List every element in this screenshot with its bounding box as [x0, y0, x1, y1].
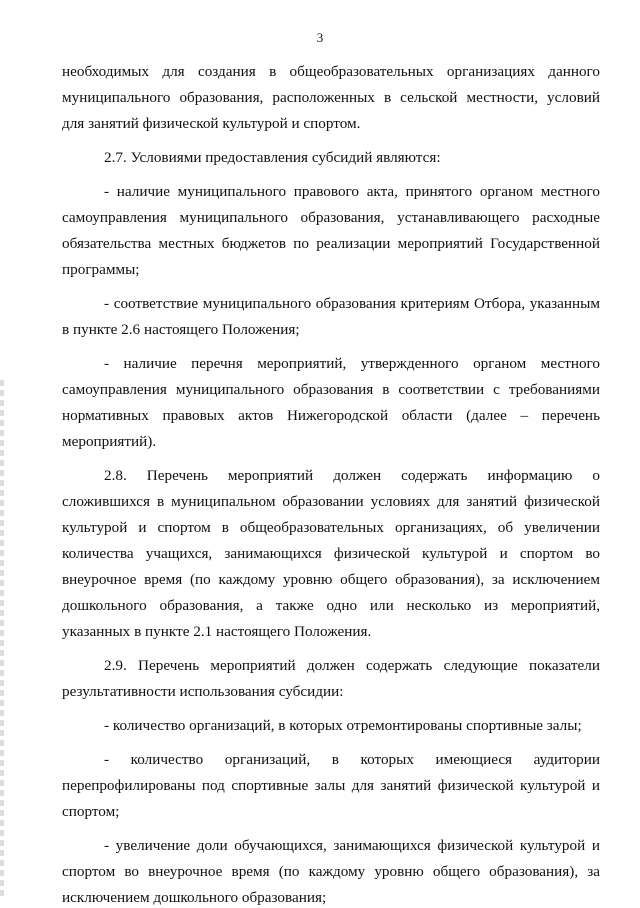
text-line: самоуправления муниципального образования в соответствии с требованиями — [62, 381, 600, 398]
text-line: - наличие перечня мероприятий, утвержденного органом местного — [104, 355, 600, 372]
text-line: - увеличение доли обучающихся, занимающихся физической культурой и — [104, 837, 600, 854]
text-line: самоуправления муниципального образования, устанавливающего расходные — [62, 209, 600, 226]
page-number: 3 — [316, 30, 324, 45]
text-line: исключением дошкольного образования; — [62, 889, 327, 906]
text-line: культурой и спортом в общеобразовательных организациях, об увеличении — [62, 519, 600, 536]
text-line: спортом; — [62, 803, 120, 820]
text-line: - наличие муниципального правового акта, принятого органом местного — [104, 183, 600, 200]
text-line: результативности использования субсидии: — [62, 683, 344, 700]
text-line: обязательства местных бюджетов по реализации мероприятий Государственной — [62, 235, 600, 252]
text-line: муниципального образования, расположенных в сельской местности, условий — [62, 89, 600, 106]
text-line: количества учащихся, занимающихся физической культурой и спортом во — [62, 545, 600, 562]
text-line: - соответствие муниципального образования критериям Отбора, указанным — [104, 295, 600, 312]
text-line: указанных в пункте 2.1 настоящего Положения. — [62, 623, 372, 640]
text-line: для занятий физической культурой и спортом. — [62, 115, 361, 132]
text-line: программы; — [62, 261, 140, 278]
text-line: 2.8. Перечень мероприятий должен содержать информацию о — [104, 467, 600, 484]
scan-edge-artifact — [0, 380, 4, 900]
text-line: - количество организаций, в которых отремонтированы спортивные залы; — [104, 717, 582, 734]
text-line: мероприятий). — [62, 433, 157, 450]
text-line: спортом во внеурочное время (по каждому уровню общего образования), за — [62, 863, 600, 880]
text-line: 2.7. Условиями предоставления субсидий являются: — [104, 149, 441, 166]
text-line: 2.9. Перечень мероприятий должен содержать следующие показатели — [104, 657, 600, 674]
text-line: внеурочное время (по каждому уровню общего образования), за исключением — [62, 571, 600, 588]
text-line: перепрофилированы под спортивные залы для занятий физической культурой и — [62, 777, 600, 794]
text-line: в пункте 2.6 настоящего Положения; — [62, 321, 300, 338]
text-line: необходимых для создания в общеобразовательных организациях данного — [62, 63, 600, 80]
text-line: дошкольного образования, а также одно или несколько из мероприятий, — [62, 597, 600, 614]
text-line: нормативных правовых актов Нижегородской области (далее – перечень — [62, 407, 600, 424]
text-line: - количество организаций, в которых имеющиеся аудитории — [104, 751, 600, 768]
text-line: сложившихся в муниципальном образовании условиях для занятий физической — [62, 493, 600, 510]
